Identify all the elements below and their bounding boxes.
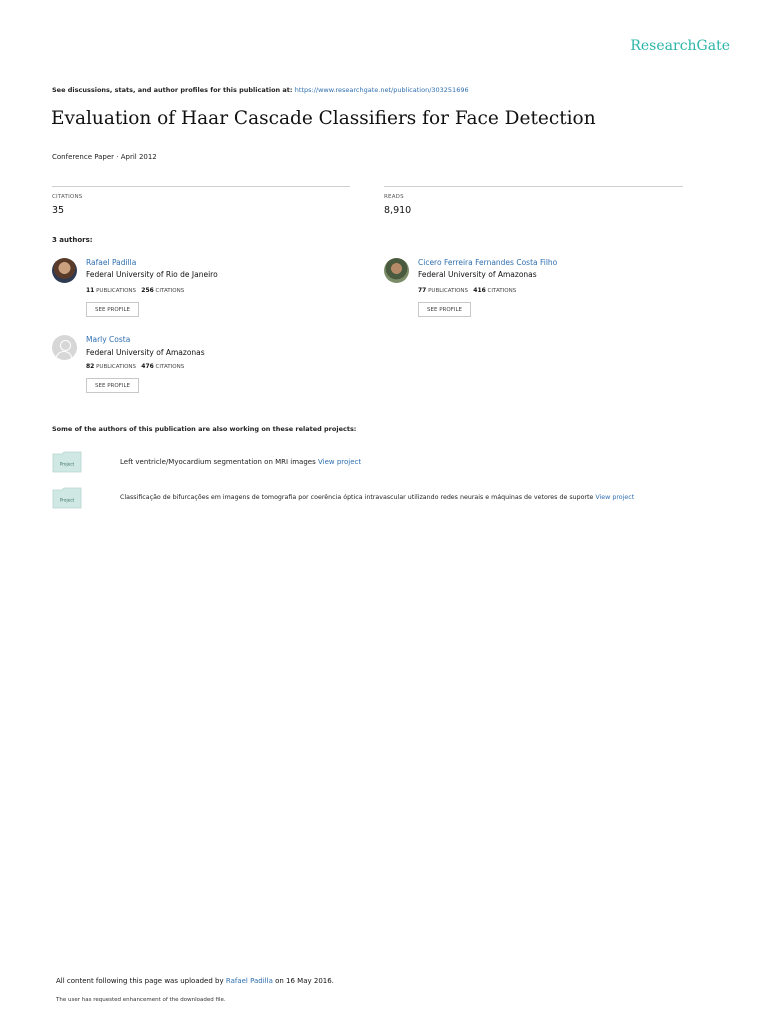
view-project-link[interactable]: View project (595, 494, 635, 501)
project-title: Left ventricle/Myocardium segmentation on MRI images (120, 458, 316, 466)
related-projects-heading: Some of the authors of this publication are also working on these related projects: (52, 425, 357, 433)
project-folder-icon (52, 487, 82, 509)
citations-value: 35 (52, 205, 65, 216)
citations-divider (52, 186, 350, 187)
author-name-link[interactable]: Marly Costa (86, 335, 131, 344)
author-affiliation: Federal University of Rio de Janeiro (86, 270, 218, 279)
upload-note (56, 977, 334, 985)
citations-label: CITATIONS (52, 194, 83, 200)
author-name-link[interactable]: Cicero Ferreira Fernandes Costa Filho (418, 258, 558, 267)
citations-count-label: CITATIONS (155, 364, 185, 370)
citations-count: 256 (141, 287, 154, 294)
authors-heading: 3 authors: (52, 236, 93, 244)
project-item (120, 458, 361, 466)
avatar[interactable] (384, 258, 409, 283)
reads-label: READS (384, 194, 404, 200)
citations-count: 416 (473, 287, 486, 294)
avatar[interactable] (52, 258, 77, 283)
publications-label: PUBLICATIONS (428, 288, 469, 294)
researchgate-logo[interactable]: ResearchGate (630, 38, 730, 54)
see-profile-button[interactable]: SEE PROFILE (86, 378, 139, 393)
author-counts (86, 363, 184, 370)
publication-url-link[interactable]: https://www.researchgate.net/publication/303251696 (294, 86, 469, 94)
page-title: Evaluation of Haar Cascade Classifiers for Face Detection (51, 108, 596, 129)
project-icon-label: Project (59, 497, 75, 503)
author-name-link[interactable]: Rafael Padilla (86, 258, 137, 267)
publication-type: Conference Paper · April 2012 (52, 153, 157, 161)
reads-divider (384, 186, 683, 187)
project-item (120, 494, 634, 501)
upload-suffix: on 16 May 2016. (275, 977, 334, 985)
upload-prefix: All content following this page was uploaded by (56, 977, 224, 985)
citations-count-label: CITATIONS (155, 288, 185, 294)
see-profile-button[interactable]: SEE PROFILE (86, 302, 139, 317)
uploader-link[interactable]: Rafael Padilla (225, 977, 273, 985)
reads-value: 8,910 (384, 205, 412, 216)
project-icon-label: Project (59, 461, 75, 467)
publications-label: PUBLICATIONS (96, 364, 137, 370)
citations-count-label: CITATIONS (487, 288, 517, 294)
publications-count: 82 (86, 363, 95, 370)
author-counts (418, 287, 516, 294)
view-project-link[interactable]: View project (317, 458, 362, 466)
citations-count: 476 (141, 363, 154, 370)
avatar[interactable] (52, 335, 77, 360)
enhancement-note: The user has requested enhancement of the downloaded file. (56, 997, 226, 1003)
project-title: Classificação de bifurcações em imagens de tomografia por coerência óptica intravascular utilizando redes neurais e máquinas de vetores de suporte (120, 494, 594, 501)
project-folder-icon (52, 451, 82, 473)
discussion-note (52, 86, 469, 94)
discussion-prefix: See discussions, stats, and author profiles for this publication at: (52, 86, 293, 94)
author-counts (86, 287, 184, 294)
author-affiliation: Federal University of Amazonas (418, 270, 537, 279)
publications-count: 11 (86, 287, 95, 294)
publications-count: 77 (418, 287, 427, 294)
see-profile-button[interactable]: SEE PROFILE (418, 302, 471, 317)
publications-label: PUBLICATIONS (96, 288, 137, 294)
author-affiliation: Federal University of Amazonas (86, 348, 205, 357)
